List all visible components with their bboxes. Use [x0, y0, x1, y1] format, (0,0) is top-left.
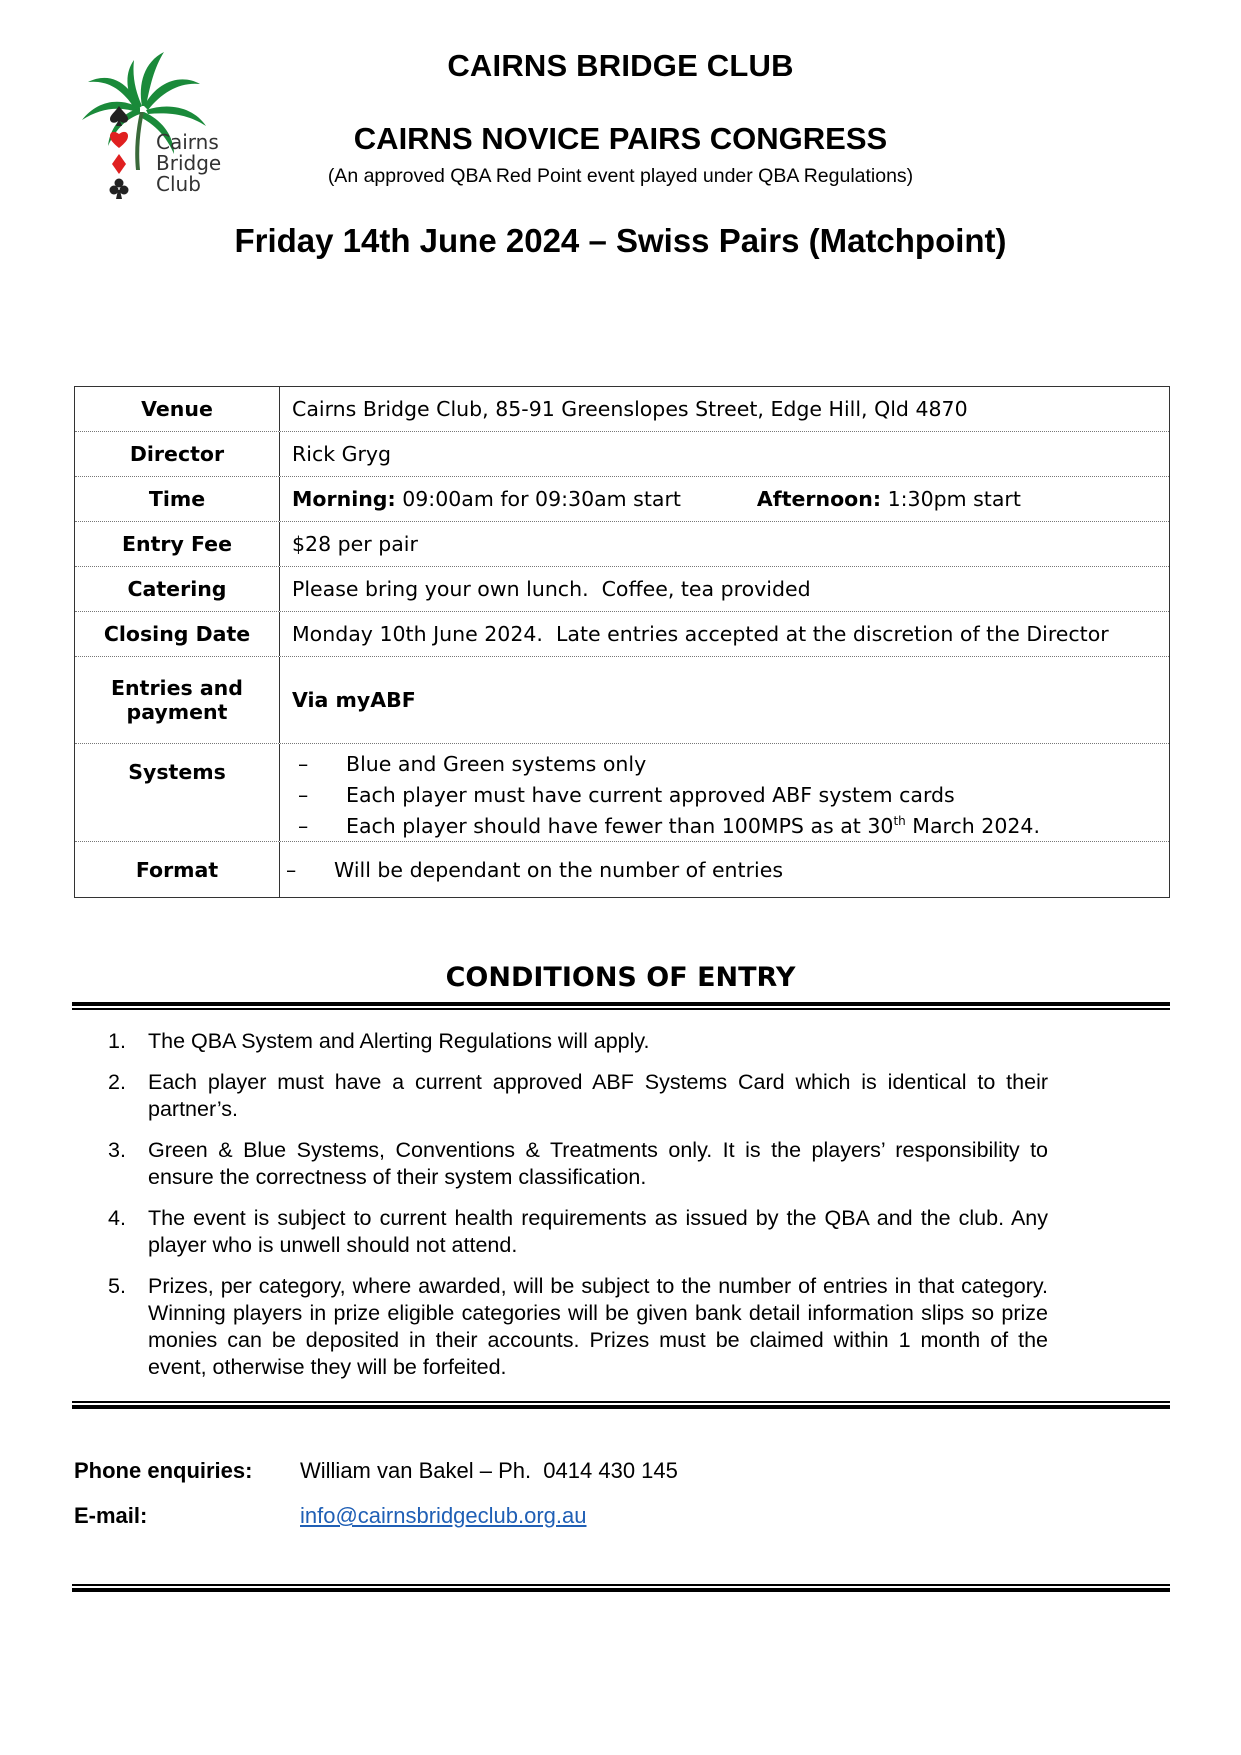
item-text: The event is subject to current health requirements as issued by the QBA and the club. Any player who is unwell should not attend.: [148, 1206, 1048, 1257]
conditions-list: [108, 1028, 1048, 1395]
event-subtitle: (An approved QBA Red Point event played under QBA Regulations): [327, 165, 914, 187]
systems-label: Systems: [75, 744, 280, 841]
closing-date-label: Closing Date: [75, 612, 280, 656]
list-item: [292, 749, 646, 780]
time-row: [75, 477, 1169, 522]
conditions-heading: CONDITIONS OF ENTRY: [445, 962, 796, 993]
list-item: [108, 1273, 1048, 1381]
director-value: Rick Gryg: [292, 442, 392, 466]
ordinal-suffix: th: [893, 813, 906, 828]
list-item: [292, 780, 955, 811]
catering-row: [75, 567, 1169, 612]
event-title: CAIRNS NOVICE PAIRS CONGRESS: [353, 121, 888, 156]
closing-date-value: Monday 10th June 2024. Late entries accepted at the discretion of the Director: [292, 622, 1109, 646]
item-text: Prizes, per category, where awarded, will be subject to the number of entries in that category. Winning players in prize eligible categories will be given bank detail information slips so prize monies can be deposited in their accounts. Prizes must be claimed within 1 month of the event, otherwise they will be forfeited.: [148, 1274, 1048, 1379]
list-item: [108, 1205, 1048, 1259]
morning-value: 09:00am for 09:30am start: [395, 487, 681, 511]
dash-bullet: –: [298, 813, 309, 838]
format-row: [75, 842, 1169, 897]
entry-fee-value: $28 per pair: [292, 532, 418, 556]
item-text: Each player must have a current approved ABF Systems Card which is identical to their partner’s.: [148, 1070, 1048, 1121]
dash-bullet: –: [298, 783, 309, 807]
venue-row: [75, 387, 1169, 432]
format-label: Format: [75, 842, 280, 897]
divider: [72, 1401, 1170, 1409]
director-label: Director: [75, 432, 280, 476]
item-number: 5.: [108, 1274, 126, 1298]
morning-label: Morning:: [292, 487, 396, 511]
list-item-text: Blue and Green systems only: [346, 752, 647, 777]
list-item-text: March 2024.: [905, 813, 1040, 838]
phone-label: Phone enquiries:: [74, 1458, 253, 1483]
format-value: [280, 842, 1169, 897]
list-item-text: Will be dependant on the number of entries: [334, 857, 783, 882]
email-label: E-mail:: [74, 1503, 148, 1528]
item-number: 1.: [108, 1029, 126, 1053]
systems-list: [280, 744, 1169, 841]
item-text: The QBA System and Alerting Regulations will apply.: [148, 1029, 650, 1053]
list-item: [292, 810, 1040, 841]
item-number: 3.: [108, 1138, 126, 1162]
phone-enquiries: [74, 1458, 678, 1484]
event-date-heading: Friday 14th June 2024 – Swiss Pairs (Matchpoint): [234, 222, 1007, 259]
divider: [72, 1584, 1170, 1592]
entry-fee-row: [75, 522, 1169, 567]
systems-row: [75, 744, 1169, 842]
logo-text-line: Club: [156, 172, 201, 196]
time-label: Time: [75, 477, 280, 521]
dash-bullet: –: [298, 752, 309, 777]
closing-date-row: [75, 612, 1169, 657]
item-number: 4.: [108, 1206, 126, 1230]
time-value: [280, 477, 1169, 521]
entries-label: [75, 657, 280, 743]
catering-label: Catering: [75, 567, 280, 611]
event-details-table: [74, 386, 1170, 898]
venue-value: Cairns Bridge Club, 85-91 Greenslopes Street, Edge Hill, Qld 4870: [292, 397, 968, 421]
club-title: CAIRNS BRIDGE CLUB: [447, 48, 794, 83]
entries-label-line: Entries and: [111, 676, 243, 700]
entries-label-line: payment: [126, 700, 228, 724]
dash-bullet: –: [286, 857, 297, 882]
director-row: [75, 432, 1169, 477]
afternoon-label: Afternoon:: [756, 487, 882, 511]
list-item-text: Each player should have fewer than 100MPS as at 30: [346, 813, 894, 838]
catering-value: Please bring your own lunch. Coffee, tea provided: [292, 577, 811, 601]
logo-text-line: Bridge: [156, 151, 222, 175]
entry-fee-label: Entry Fee: [75, 522, 280, 566]
divider: [72, 1002, 1170, 1010]
logo-text-line: Cairns: [156, 130, 219, 154]
entries-row: [75, 657, 1169, 744]
list-item-text: Each player must have current approved ABF system cards: [346, 783, 955, 807]
item-number: 2.: [108, 1070, 126, 1094]
phone-value: William van Bakel – Ph. 0414 430 145: [300, 1458, 678, 1483]
list-item: [108, 1028, 1048, 1055]
email-contact: [74, 1503, 587, 1529]
afternoon-value: 1:30pm start: [881, 487, 1021, 511]
item-text: Green & Blue Systems, Conventions & Treatments only. It is the players’ responsibility to ensure the correctness of their system classification.: [148, 1138, 1048, 1189]
email-link[interactable]: info@cairnsbridgeclub.org.au: [300, 1503, 587, 1528]
list-item: [108, 1069, 1048, 1123]
venue-label: Venue: [75, 387, 280, 431]
list-item: [108, 1137, 1048, 1191]
entries-value: Via myABF: [292, 688, 416, 712]
